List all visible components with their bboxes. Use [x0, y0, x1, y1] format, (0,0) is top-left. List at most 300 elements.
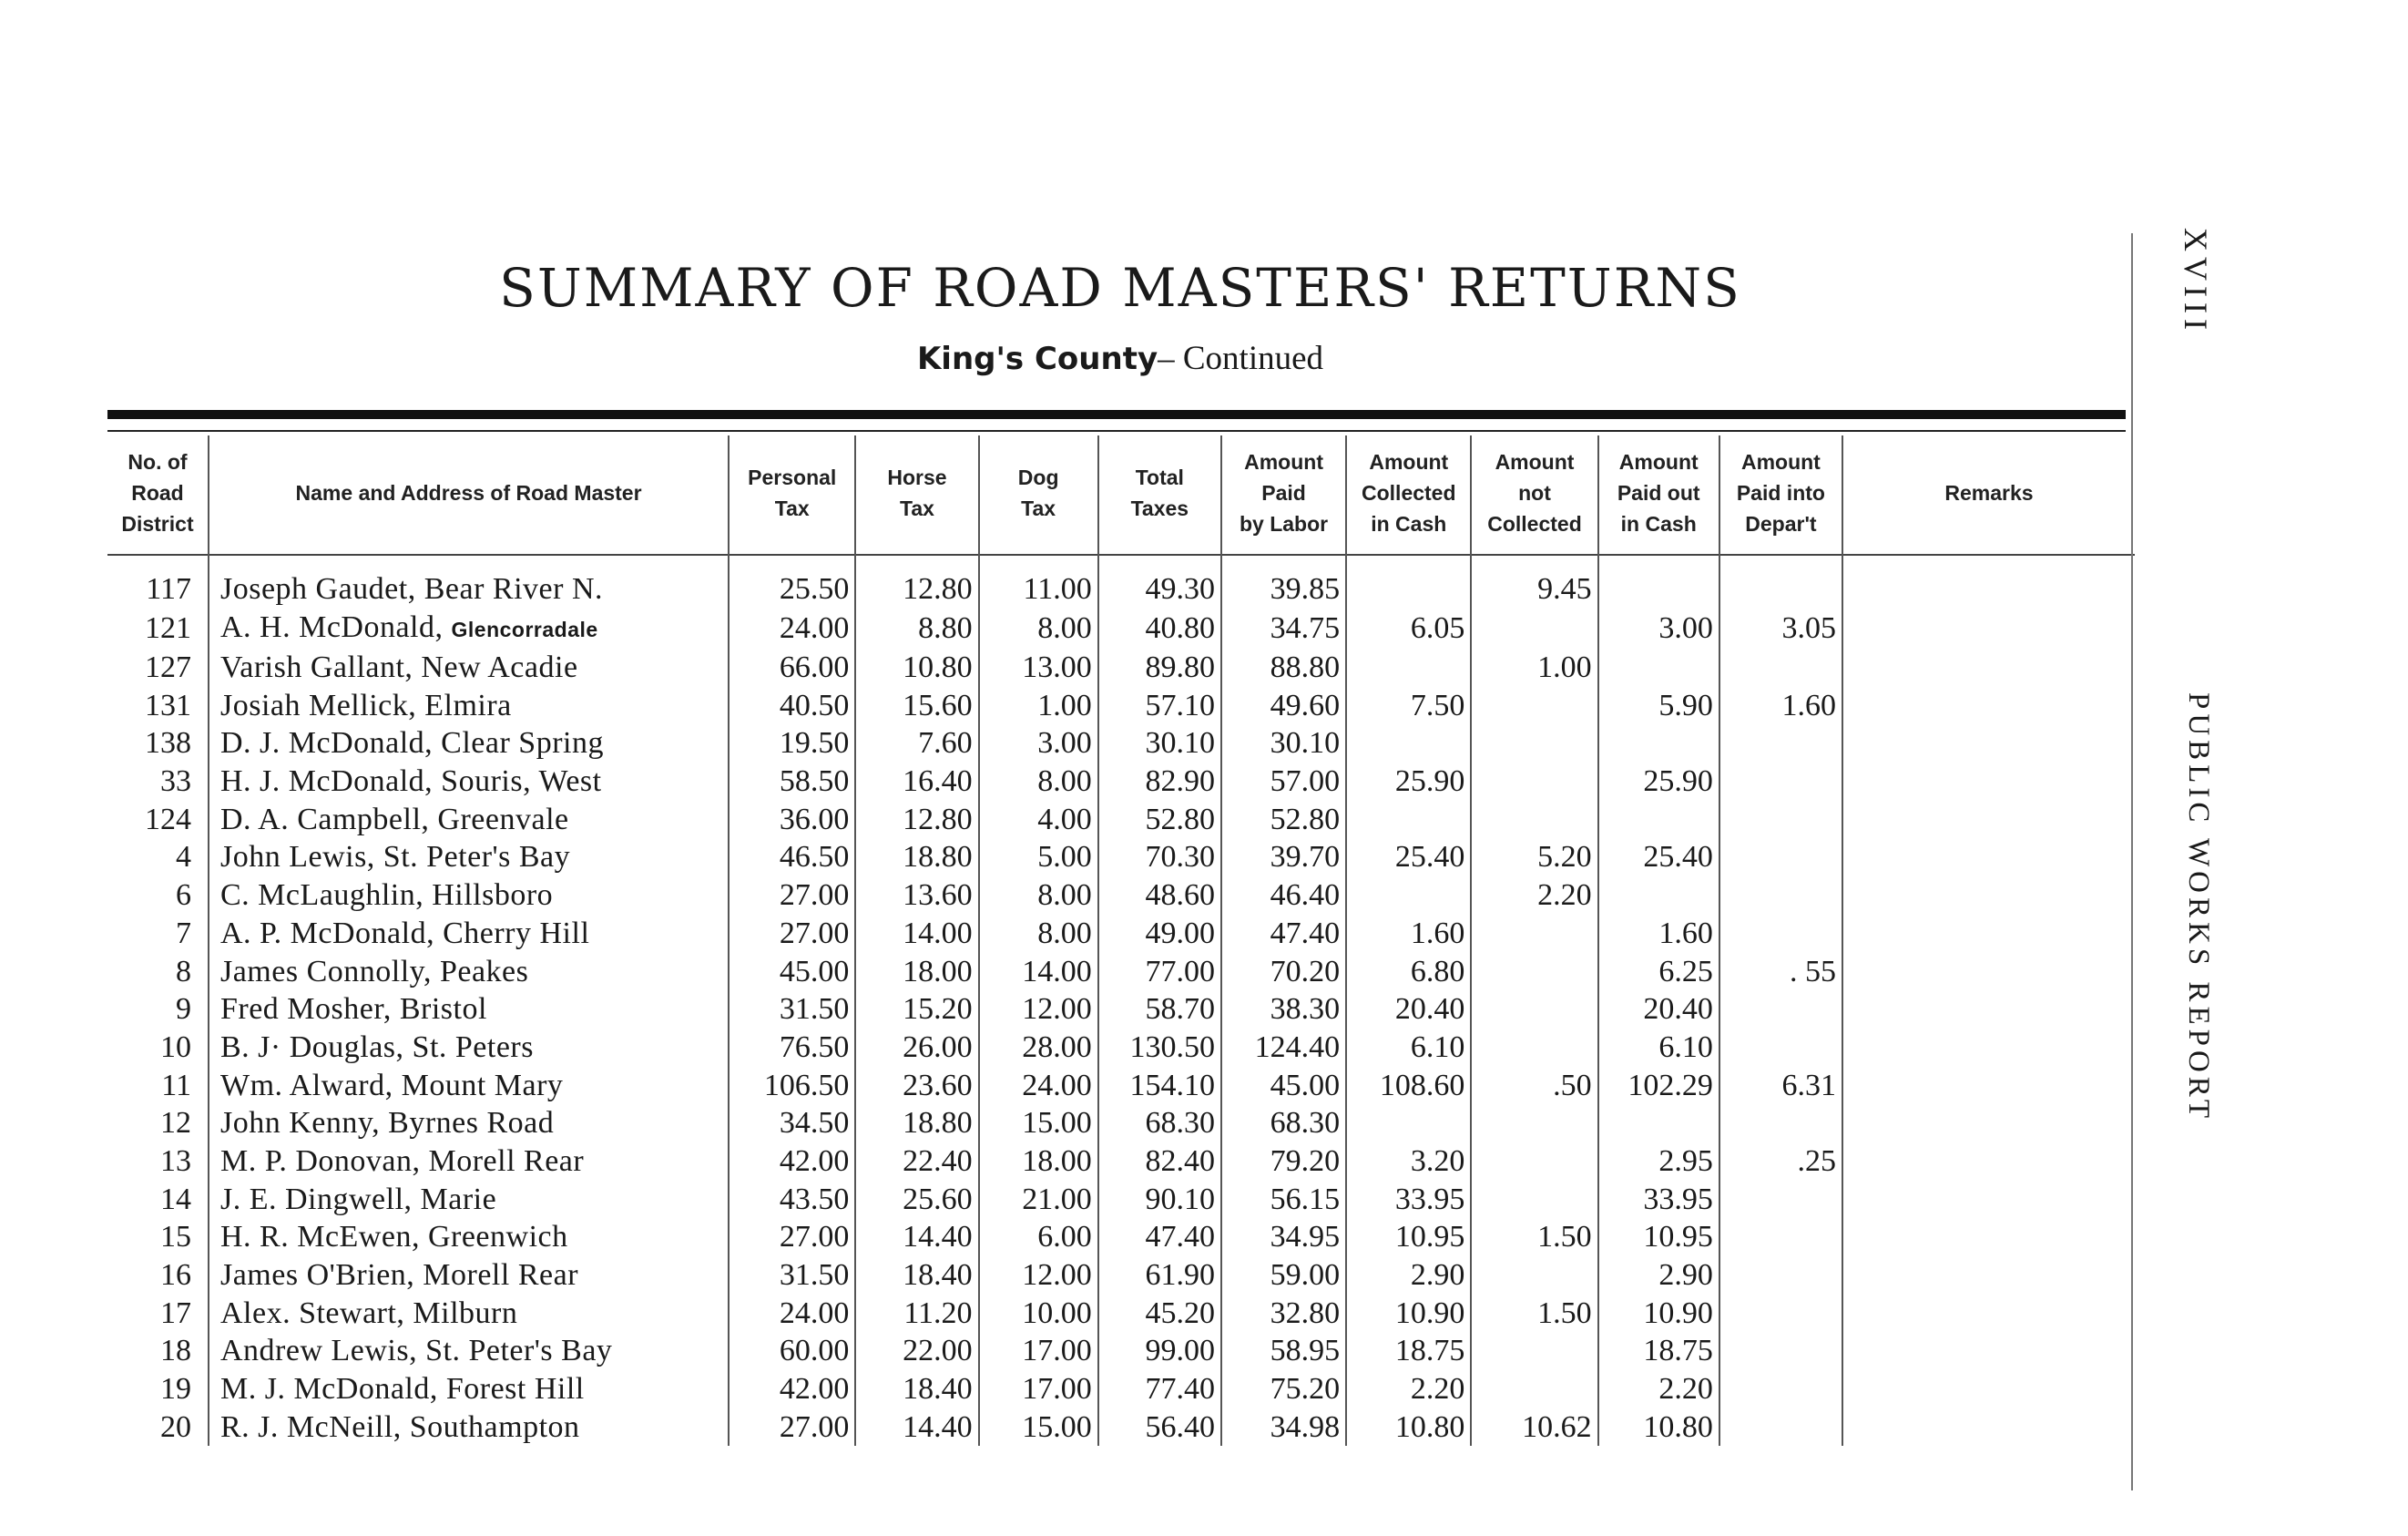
- cell-horse: 16.40: [855, 763, 978, 801]
- road-master-name: Varish Gallant, New Acadie: [219, 650, 578, 685]
- cell-collected: 25.90: [1346, 763, 1471, 801]
- cell-dog: 11.00: [979, 570, 1098, 609]
- cell-horse: 26.00: [855, 1029, 978, 1067]
- cell-personal: 27.00: [729, 915, 855, 953]
- cell-total: 48.60: [1098, 876, 1221, 915]
- cell-not-collected: [1471, 1104, 1597, 1142]
- cell-dog: 10.00: [979, 1294, 1098, 1332]
- cell-name: [209, 609, 729, 649]
- cell-paid-out: 2.90: [1598, 1256, 1719, 1295]
- cell-name: [209, 876, 729, 915]
- cell-not-collected: [1471, 609, 1597, 649]
- header-line: Amount: [1740, 450, 1821, 474]
- header-paid-out: [1598, 435, 1719, 550]
- cell-total: 30.10: [1098, 724, 1221, 763]
- cell-horse: 14.40: [855, 1408, 978, 1446]
- cell-total: 82.40: [1098, 1142, 1221, 1181]
- cell-collected: 20.40: [1346, 990, 1471, 1029]
- cell-dog: 1.00: [979, 686, 1098, 724]
- cell-personal: 36.00: [729, 800, 855, 838]
- table-row: [107, 570, 2135, 609]
- cell-paid-into: . 55: [1719, 952, 1842, 990]
- header-line: Tax: [774, 497, 810, 520]
- cell-collected: 10.80: [1346, 1408, 1471, 1446]
- header-horse: [855, 435, 978, 550]
- cell-name: [209, 724, 729, 763]
- cell-labor: 45.00: [1221, 1066, 1346, 1104]
- road-master-name: Fred Mosher, Bristol: [219, 992, 487, 1027]
- cell-paid-out: 5.90: [1598, 686, 1719, 724]
- header-remarks: [1842, 435, 2135, 550]
- header-collected: [1346, 435, 1471, 550]
- cell-paid-out: 1.60: [1598, 915, 1719, 953]
- cell-total: 154.10: [1098, 1066, 1221, 1104]
- cell-personal: 34.50: [729, 1104, 855, 1142]
- cell-not-collected: 1.50: [1471, 1218, 1597, 1256]
- cell-district: 20: [107, 1408, 209, 1446]
- cell-district: 19: [107, 1370, 209, 1408]
- table-row: [107, 649, 2135, 687]
- cell-paid-into: 6.31: [1719, 1066, 1842, 1104]
- header-line: by Labor: [1239, 512, 1329, 536]
- cell-name: [209, 838, 729, 876]
- road-master-name: C. McLaughlin, Hillsboro: [219, 878, 554, 913]
- cell-dog: 17.00: [979, 1332, 1098, 1370]
- cell-dog: 15.00: [979, 1408, 1098, 1446]
- cell-district: 7: [107, 915, 209, 953]
- cell-paid-out: 33.95: [1598, 1180, 1719, 1218]
- cell-paid-into: 1.60: [1719, 686, 1842, 724]
- header-line: in Cash: [1371, 512, 1447, 536]
- cell-paid-into: [1719, 570, 1842, 609]
- cell-collected: 6.05: [1346, 609, 1471, 649]
- road-master-name: Wm. Alward, Mount Mary: [219, 1068, 564, 1102]
- cell-remarks: [1842, 1029, 2135, 1067]
- road-master-name: J. E. Dingwell, Marie: [219, 1182, 497, 1216]
- page-subtitle: [510, 339, 1730, 378]
- cell-collected: [1346, 724, 1471, 763]
- cell-district: 138: [107, 724, 209, 763]
- cell-labor: 34.98: [1221, 1408, 1346, 1446]
- cell-labor: 39.70: [1221, 838, 1346, 876]
- cell-personal: 42.00: [729, 1370, 855, 1408]
- cell-name: [209, 1104, 729, 1142]
- cell-personal: 31.50: [729, 990, 855, 1029]
- cell-name: [209, 1029, 729, 1067]
- cell-name: [209, 686, 729, 724]
- cell-paid-into: [1719, 1332, 1842, 1370]
- cell-name: [209, 1066, 729, 1104]
- cell-district: 9: [107, 990, 209, 1029]
- cell-dog: 12.00: [979, 990, 1098, 1029]
- cell-horse: 22.40: [855, 1142, 978, 1181]
- cell-district: 131: [107, 686, 209, 724]
- cell-personal: 19.50: [729, 724, 855, 763]
- cell-horse: 18.80: [855, 838, 978, 876]
- cell-horse: 8.80: [855, 609, 978, 649]
- table-row: [107, 1370, 2135, 1408]
- header-line: Amount: [1618, 450, 1699, 474]
- cell-not-collected: [1471, 686, 1597, 724]
- cell-collected: 33.95: [1346, 1180, 1471, 1218]
- table-body: [107, 550, 2135, 1446]
- cell-collected: [1346, 649, 1471, 687]
- cell-remarks: [1842, 990, 2135, 1029]
- header-line: Dog: [1017, 466, 1059, 489]
- road-master-name: John Kenny, Byrnes Road: [219, 1106, 555, 1141]
- cell-total: 56.40: [1098, 1408, 1221, 1446]
- cell-district: 18: [107, 1332, 209, 1370]
- header-spacer-row: [107, 550, 2135, 570]
- road-master-name: B. J· Douglas, St. Peters: [219, 1029, 534, 1064]
- cell-collected: 18.75: [1346, 1332, 1471, 1370]
- cell-not-collected: 9.45: [1471, 570, 1597, 609]
- subtitle-suffix: – Continued: [1158, 340, 1324, 377]
- cell-dog: 8.00: [979, 915, 1098, 953]
- road-master-name: Josiah Mellick, Elmira: [219, 688, 512, 722]
- cell-personal: 45.00: [729, 952, 855, 990]
- cell-not-collected: [1471, 724, 1597, 763]
- cell-personal: 42.00: [729, 1142, 855, 1181]
- cell-not-collected: [1471, 1142, 1597, 1181]
- road-master-name: Joseph Gaudet, Bear River N.: [219, 572, 603, 607]
- road-master-name: Andrew Lewis, St. Peter's Bay: [219, 1334, 613, 1368]
- cell-paid-out: [1598, 876, 1719, 915]
- cell-horse: 12.80: [855, 800, 978, 838]
- table-row: [107, 686, 2135, 724]
- cell-not-collected: [1471, 763, 1597, 801]
- cell-total: 70.30: [1098, 838, 1221, 876]
- cell-personal: 31.50: [729, 1256, 855, 1295]
- cell-name: [209, 1408, 729, 1446]
- cell-total: 90.10: [1098, 1180, 1221, 1218]
- header-line: Name and Address of Road Master: [295, 481, 642, 505]
- cell-paid-out: [1598, 649, 1719, 687]
- cell-paid-out: 3.00: [1598, 609, 1719, 649]
- road-master-name: John Lewis, St. Peter's Bay: [219, 840, 571, 875]
- road-master-name: A. H. McDonald,: [219, 609, 452, 644]
- cell-remarks: [1842, 800, 2135, 838]
- cell-dog: 24.00: [979, 1066, 1098, 1104]
- cell-horse: 7.60: [855, 724, 978, 763]
- header-line: not: [1518, 481, 1551, 505]
- cell-collected: [1346, 570, 1471, 609]
- cell-personal: 25.50: [729, 570, 855, 609]
- cell-district: 12: [107, 1104, 209, 1142]
- cell-remarks: [1842, 1408, 2135, 1446]
- cell-paid-out: [1598, 800, 1719, 838]
- table-row: [107, 1066, 2135, 1104]
- cell-total: 82.90: [1098, 763, 1221, 801]
- cell-personal: 106.50: [729, 1066, 855, 1104]
- header-line: Paid into: [1736, 481, 1825, 505]
- cell-horse: 14.40: [855, 1218, 978, 1256]
- cell-dog: 6.00: [979, 1218, 1098, 1256]
- cell-labor: 124.40: [1221, 1029, 1346, 1067]
- table-row: [107, 1180, 2135, 1218]
- road-master-address: Glencorradale: [451, 617, 598, 641]
- header-line: Remarks: [1944, 481, 2034, 505]
- cell-remarks: [1842, 649, 2135, 687]
- cell-paid-into: [1719, 1180, 1842, 1218]
- cell-not-collected: [1471, 1029, 1597, 1067]
- cell-paid-into: [1719, 990, 1842, 1029]
- cell-personal: 58.50: [729, 763, 855, 801]
- cell-personal: 27.00: [729, 876, 855, 915]
- cell-not-collected: [1471, 952, 1597, 990]
- cell-paid-into: .25: [1719, 1142, 1842, 1181]
- cell-personal: 76.50: [729, 1029, 855, 1067]
- table-row: [107, 1294, 2135, 1332]
- cell-remarks: [1842, 1142, 2135, 1181]
- cell-labor: 70.20: [1221, 952, 1346, 990]
- cell-total: 49.00: [1098, 915, 1221, 953]
- cell-horse: 15.20: [855, 990, 978, 1029]
- cell-remarks: [1842, 570, 2135, 609]
- road-master-name: H. J. McDonald, Souris, West: [219, 764, 602, 799]
- cell-collected: 7.50: [1346, 686, 1471, 724]
- cell-personal: 46.50: [729, 838, 855, 876]
- cell-total: 49.30: [1098, 570, 1221, 609]
- header-line: Collected: [1362, 481, 1456, 505]
- cell-paid-out: 6.25: [1598, 952, 1719, 990]
- cell-district: 13: [107, 1142, 209, 1181]
- cell-remarks: [1842, 915, 2135, 953]
- cell-dog: 28.00: [979, 1029, 1098, 1067]
- cell-remarks: [1842, 838, 2135, 876]
- cell-horse: 12.80: [855, 570, 978, 609]
- cell-paid-out: 25.90: [1598, 763, 1719, 801]
- cell-personal: 24.00: [729, 1294, 855, 1332]
- cell-paid-into: [1719, 649, 1842, 687]
- table-row: [107, 609, 2135, 649]
- header-total: [1098, 435, 1221, 550]
- cell-remarks: [1842, 1066, 2135, 1104]
- cell-total: 45.20: [1098, 1294, 1221, 1332]
- road-master-name: D. A. Campbell, Greenvale: [219, 802, 569, 836]
- cell-remarks: [1842, 876, 2135, 915]
- cell-district: 117: [107, 570, 209, 609]
- cell-remarks: [1842, 1370, 2135, 1408]
- cell-personal: 27.00: [729, 1218, 855, 1256]
- cell-horse: 23.60: [855, 1066, 978, 1104]
- header-labor: [1221, 435, 1346, 550]
- running-header: PUBLIC WORKS REPORT: [2182, 692, 2215, 1122]
- cell-dog: 5.00: [979, 838, 1098, 876]
- cell-dog: 15.00: [979, 1104, 1098, 1142]
- cell-labor: 52.80: [1221, 800, 1346, 838]
- cell-dog: 21.00: [979, 1180, 1098, 1218]
- cell-dog: 8.00: [979, 876, 1098, 915]
- header-line: Total: [1135, 466, 1184, 489]
- cell-paid-into: [1719, 1218, 1842, 1256]
- cell-personal: 43.50: [729, 1180, 855, 1218]
- cell-district: 16: [107, 1256, 209, 1295]
- cell-not-collected: [1471, 800, 1597, 838]
- cell-collected: 10.90: [1346, 1294, 1471, 1332]
- cell-dog: 17.00: [979, 1370, 1098, 1408]
- cell-name: [209, 1294, 729, 1332]
- cell-district: 17: [107, 1294, 209, 1332]
- cell-dog: 8.00: [979, 609, 1098, 649]
- table-row: [107, 724, 2135, 763]
- road-masters-table: [107, 435, 2135, 1446]
- cell-district: 11: [107, 1066, 209, 1104]
- cell-name: [209, 1218, 729, 1256]
- cell-name: [209, 1332, 729, 1370]
- cell-personal: 66.00: [729, 649, 855, 687]
- cell-labor: 34.75: [1221, 609, 1346, 649]
- cell-paid-into: [1719, 1408, 1842, 1446]
- cell-collected: [1346, 800, 1471, 838]
- road-master-name: James Connolly, Peakes: [219, 954, 529, 988]
- cell-horse: 18.00: [855, 952, 978, 990]
- cell-paid-out: 10.95: [1598, 1218, 1719, 1256]
- header-line: No. of: [128, 450, 188, 474]
- cell-total: 52.80: [1098, 800, 1221, 838]
- top-thin-rule: [107, 430, 2126, 432]
- cell-not-collected: [1471, 915, 1597, 953]
- cell-paid-into: [1719, 876, 1842, 915]
- cell-labor: 38.30: [1221, 990, 1346, 1029]
- cell-name: [209, 952, 729, 990]
- cell-labor: 34.95: [1221, 1218, 1346, 1256]
- cell-labor: 46.40: [1221, 876, 1346, 915]
- cell-paid-out: 10.90: [1598, 1294, 1719, 1332]
- cell-collected: 1.60: [1346, 915, 1471, 953]
- table-row: [107, 952, 2135, 990]
- road-master-name: H. R. McEwen, Greenwich: [219, 1220, 568, 1254]
- cell-collected: 25.40: [1346, 838, 1471, 876]
- cell-remarks: [1842, 724, 2135, 763]
- table-row: [107, 800, 2135, 838]
- cell-name: [209, 649, 729, 687]
- cell-collected: [1346, 1104, 1471, 1142]
- header-line: Paid out: [1617, 481, 1700, 505]
- cell-district: 121: [107, 609, 209, 649]
- cell-dog: 13.00: [979, 649, 1098, 687]
- cell-collected: 10.95: [1346, 1218, 1471, 1256]
- header-name: [209, 435, 729, 550]
- cell-total: 58.70: [1098, 990, 1221, 1029]
- cell-labor: 56.15: [1221, 1180, 1346, 1218]
- cell-name: [209, 763, 729, 801]
- table-header-row: [107, 435, 2135, 550]
- header-district: [107, 435, 209, 550]
- cell-dog: 18.00: [979, 1142, 1098, 1181]
- cell-remarks: [1842, 1332, 2135, 1370]
- cell-horse: 18.80: [855, 1104, 978, 1142]
- cell-labor: 47.40: [1221, 915, 1346, 953]
- cell-district: 124: [107, 800, 209, 838]
- header-line: Amount: [1495, 450, 1575, 474]
- header-not-collected: [1471, 435, 1597, 550]
- cell-paid-into: [1719, 1294, 1842, 1332]
- cell-not-collected: [1471, 990, 1597, 1029]
- road-master-name: Alex. Stewart, Milburn: [219, 1295, 518, 1330]
- cell-name: [209, 1370, 729, 1408]
- header-personal: [729, 435, 855, 550]
- table-row: [107, 1029, 2135, 1067]
- cell-paid-out: 18.75: [1598, 1332, 1719, 1370]
- cell-dog: 4.00: [979, 800, 1098, 838]
- cell-total: 47.40: [1098, 1218, 1221, 1256]
- cell-total: 77.00: [1098, 952, 1221, 990]
- table-row: [107, 763, 2135, 801]
- cell-horse: 22.00: [855, 1332, 978, 1370]
- cell-district: 10: [107, 1029, 209, 1067]
- cell-collected: [1346, 876, 1471, 915]
- cell-collected: 2.90: [1346, 1256, 1471, 1295]
- header-line: District: [121, 512, 194, 536]
- cell-district: 14: [107, 1180, 209, 1218]
- header-line: Taxes: [1130, 497, 1189, 520]
- cell-paid-into: [1719, 724, 1842, 763]
- cell-total: 77.40: [1098, 1370, 1221, 1408]
- page-title: SUMMARY OF ROAD MASTERS' RETURNS: [499, 257, 1741, 319]
- cell-labor: 79.20: [1221, 1142, 1346, 1181]
- cell-paid-into: [1719, 800, 1842, 838]
- cell-total: 68.30: [1098, 1104, 1221, 1142]
- cell-total: 57.10: [1098, 686, 1221, 724]
- cell-labor: 49.60: [1221, 686, 1346, 724]
- cell-total: 40.80: [1098, 609, 1221, 649]
- header-line: Amount: [1369, 450, 1449, 474]
- cell-labor: 88.80: [1221, 649, 1346, 687]
- header-paid-into: [1719, 435, 1842, 550]
- cell-dog: 8.00: [979, 763, 1098, 801]
- cell-remarks: [1842, 1294, 2135, 1332]
- cell-paid-out: 102.29: [1598, 1066, 1719, 1104]
- cell-labor: 57.00: [1221, 763, 1346, 801]
- header-line: Road: [131, 481, 184, 505]
- cell-not-collected: [1471, 1370, 1597, 1408]
- cell-paid-out: 20.40: [1598, 990, 1719, 1029]
- cell-not-collected: .50: [1471, 1066, 1597, 1104]
- road-master-name: James O'Brien, Morell Rear: [219, 1258, 579, 1293]
- cell-paid-out: 25.40: [1598, 838, 1719, 876]
- cell-horse: 18.40: [855, 1256, 978, 1295]
- cell-not-collected: 2.20: [1471, 876, 1597, 915]
- cell-labor: 59.00: [1221, 1256, 1346, 1295]
- header-line: Collected: [1487, 512, 1582, 536]
- cell-remarks: [1842, 1256, 2135, 1295]
- cell-labor: 39.85: [1221, 570, 1346, 609]
- cell-collected: 108.60: [1346, 1066, 1471, 1104]
- cell-paid-into: [1719, 838, 1842, 876]
- cell-name: [209, 1256, 729, 1295]
- header-line: in Cash: [1620, 512, 1697, 536]
- cell-remarks: [1842, 609, 2135, 649]
- cell-district: 6: [107, 876, 209, 915]
- cell-paid-into: [1719, 1370, 1842, 1408]
- cell-labor: 32.80: [1221, 1294, 1346, 1332]
- header-line: Depar't: [1745, 512, 1817, 536]
- cell-paid-out: [1598, 1104, 1719, 1142]
- cell-labor: 68.30: [1221, 1104, 1346, 1142]
- cell-name: [209, 990, 729, 1029]
- table-row: [107, 990, 2135, 1029]
- cell-not-collected: [1471, 1332, 1597, 1370]
- county-name: King's County: [916, 341, 1158, 377]
- cell-collected: 6.10: [1346, 1029, 1471, 1067]
- cell-collected: 3.20: [1346, 1142, 1471, 1181]
- cell-remarks: [1842, 1180, 2135, 1218]
- road-master-name: M. J. McDonald, Forest Hill: [219, 1372, 585, 1407]
- cell-name: [209, 915, 729, 953]
- table-row: [107, 1408, 2135, 1446]
- cell-paid-out: 2.20: [1598, 1370, 1719, 1408]
